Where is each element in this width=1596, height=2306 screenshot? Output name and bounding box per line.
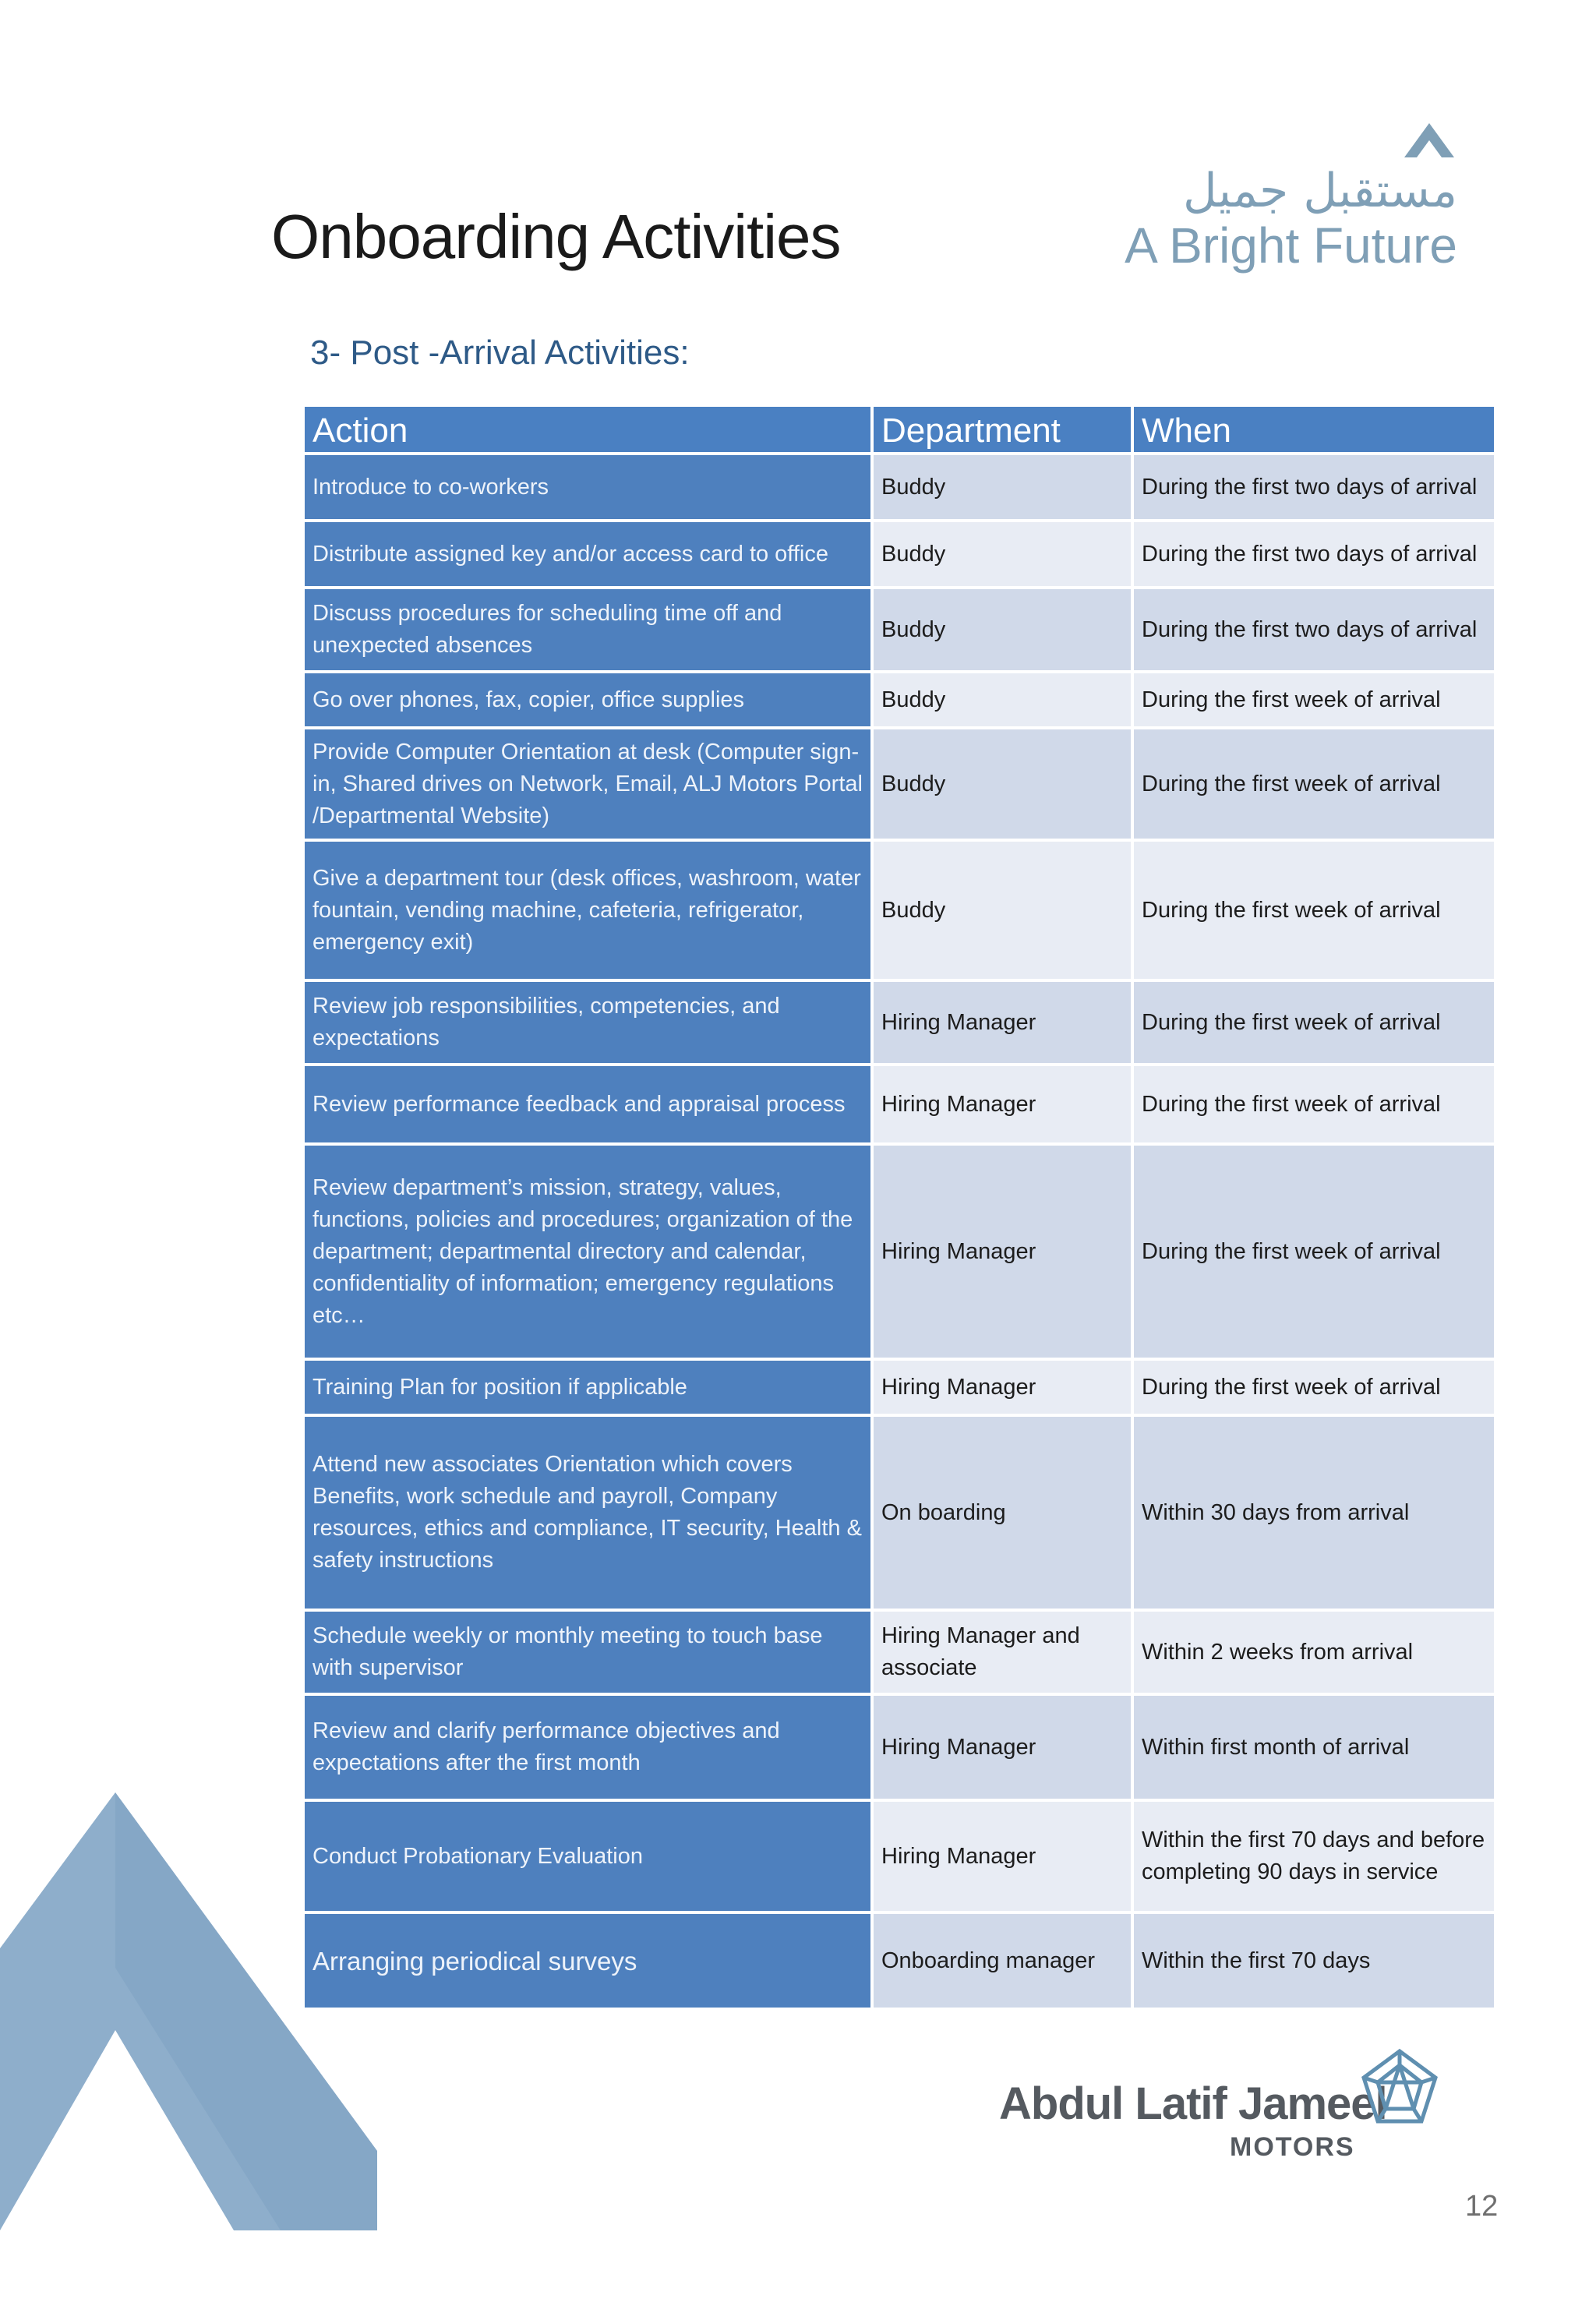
when-cell: Within the first 70 days and before completing 90 days in service	[1134, 1802, 1494, 1911]
action-cell: Arranging periodical surveys	[305, 1914, 870, 2008]
action-cell: Training Plan for position if applicable	[305, 1361, 870, 1414]
action-cell: Conduct Probationary Evaluation	[305, 1802, 870, 1911]
column-header-action: Action	[305, 407, 870, 452]
chevron-up-icon	[1404, 123, 1454, 157]
department-cell: Hiring Manager	[874, 1066, 1131, 1142]
column-header-when: When	[1134, 407, 1494, 452]
table-row	[305, 982, 1494, 1063]
action-cell: Distribute assigned key and/or access card to office	[305, 522, 870, 586]
when-cell: During the first week of arrival	[1134, 1361, 1494, 1414]
department-cell: On boarding	[874, 1417, 1131, 1609]
department-cell: Onboarding manager	[874, 1914, 1131, 2008]
abdul-latif-jameel-motors-logo	[999, 2043, 1467, 2168]
department-cell: Buddy	[874, 455, 1131, 519]
department-cell: Hiring Manager	[874, 1146, 1131, 1358]
department-cell: Hiring Manager	[874, 1361, 1131, 1414]
when-cell: During the first two days of arrival	[1134, 589, 1494, 670]
when-cell: During the first week of arrival	[1134, 842, 1494, 979]
when-cell: During the first week of arrival	[1134, 729, 1494, 839]
action-cell: Provide Computer Orientation at desk (Computer sign-in, Shared drives on Network, Email, ALJ Motors Portal /Departmental Website)	[305, 729, 870, 839]
brand-tagline: A Bright Future	[1125, 217, 1457, 274]
page-title: Onboarding Activities	[271, 202, 841, 271]
when-cell: During the first week of arrival	[1134, 1146, 1494, 1358]
action-cell: Attend new associates Orientation which covers Benefits, work schedule and payroll, Company resources, ethics and compliance, IT security, Health & safety instructions	[305, 1417, 870, 1609]
table-row	[305, 589, 1494, 670]
when-cell: Within the first 70 days	[1134, 1914, 1494, 2008]
department-cell: Buddy	[874, 522, 1131, 586]
action-cell: Introduce to co-workers	[305, 455, 870, 519]
department-cell: Hiring Manager	[874, 982, 1131, 1063]
department-cell: Hiring Manager and associate	[874, 1612, 1131, 1693]
when-cell: During the first week of arrival	[1134, 673, 1494, 726]
action-cell: Schedule weekly or monthly meeting to touch base with supervisor	[305, 1612, 870, 1693]
company-division: MOTORS	[1230, 2132, 1355, 2162]
action-cell: Review department’s mission, strategy, values, functions, policies and procedures; organization of the department; departmental directory and calendar, confidentiality of information; emergency regulations etc…	[305, 1146, 870, 1358]
table-row	[305, 522, 1494, 586]
action-cell: Discuss procedures for scheduling time off and unexpected absences	[305, 589, 870, 670]
post-arrival-activities-table	[302, 404, 1497, 2011]
action-cell: Give a department tour (desk offices, washroom, water fountain, vending machine, cafeteria, refrigerator, emergency exit)	[305, 842, 870, 979]
table-row	[305, 1361, 1494, 1414]
department-cell: Hiring Manager	[874, 1802, 1131, 1911]
when-cell: During the first week of arrival	[1134, 982, 1494, 1063]
department-cell: Buddy	[874, 673, 1131, 726]
table-row	[305, 1612, 1494, 1693]
when-cell: Within 30 days from arrival	[1134, 1417, 1494, 1609]
when-cell: Within 2 weeks from arrival	[1134, 1612, 1494, 1693]
action-cell: Review and clarify performance objectives and expectations after the first month	[305, 1696, 870, 1799]
department-cell: Buddy	[874, 589, 1131, 670]
table-row	[305, 1802, 1494, 1911]
table-row	[305, 729, 1494, 839]
page-number: 12	[1465, 2190, 1499, 2223]
action-cell: Review job responsibilities, competencies, and expectations	[305, 982, 870, 1063]
action-cell: Review performance feedback and appraisal process	[305, 1066, 870, 1142]
table-row	[305, 1417, 1494, 1609]
section-title: 3- Post -Arrival Activities:	[310, 334, 690, 372]
table-header-row	[305, 407, 1494, 452]
when-cell: During the first two days of arrival	[1134, 522, 1494, 586]
when-cell: Within first month of arrival	[1134, 1696, 1494, 1799]
action-cell: Go over phones, fax, copier, office supplies	[305, 673, 870, 726]
department-cell: Buddy	[874, 842, 1131, 979]
when-cell: During the first two days of arrival	[1134, 455, 1494, 519]
when-cell: During the first week of arrival	[1134, 1066, 1494, 1142]
bright-future-logo	[1107, 117, 1465, 281]
table-row	[305, 1914, 1494, 2008]
department-cell: Buddy	[874, 729, 1131, 839]
table-row	[305, 842, 1494, 979]
column-header-department: Department	[874, 407, 1131, 452]
table-row	[305, 455, 1494, 519]
table-row	[305, 1146, 1494, 1358]
department-cell: Hiring Manager	[874, 1696, 1131, 1799]
company-name: Abdul Latif Jameel	[999, 2078, 1387, 2129]
brand-arabic-text: مستقبل جميل	[1182, 164, 1457, 218]
table-row	[305, 673, 1494, 726]
star-emblem-icon	[1359, 2048, 1440, 2126]
table-row	[305, 1696, 1494, 1799]
table-row	[305, 1066, 1494, 1142]
